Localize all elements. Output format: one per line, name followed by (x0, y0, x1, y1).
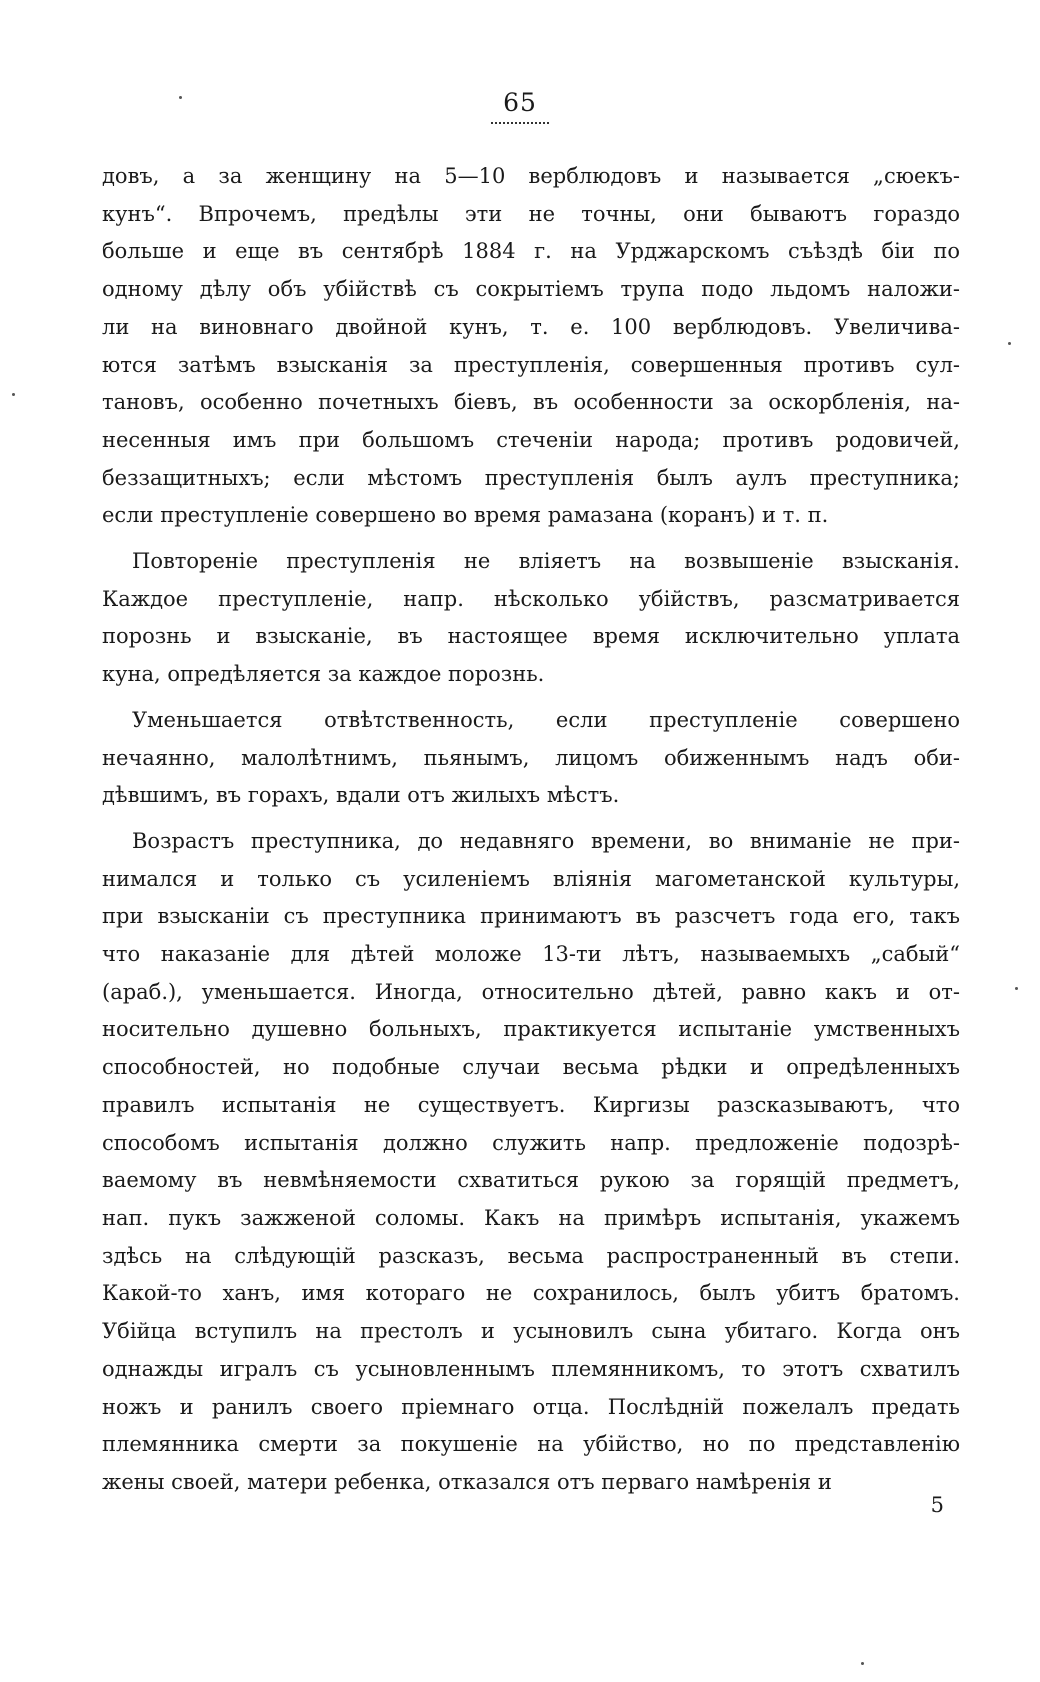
text-line: при взысканіи съ преступника принимаютъ въ разсчетъ года его, такъ (102, 904, 960, 929)
body-text (102, 158, 960, 1502)
text-line: Убійца вступилъ на престолъ и усыновилъ сына убитаго. Когда онъ (102, 1319, 960, 1344)
paragraph-gap (102, 535, 960, 543)
text-line: способностей, но подобные случаи весьма рѣдки и опредѣленныхъ (102, 1055, 960, 1080)
scan-speck (1015, 987, 1018, 990)
text-line: порознь и взысканіе, въ настоящее время исключительно уплата (102, 624, 960, 649)
page-number: 65 (491, 88, 549, 124)
text-line: Какой-то ханъ, имя котораго не сохранилось, былъ убитъ братомъ. (102, 1281, 960, 1306)
paragraph (102, 535, 960, 694)
text-line: носительно душевно больныхъ, практикуется испытаніе умственныхъ (102, 1017, 960, 1042)
text-line: правилъ испытанія не существуетъ. Киргизы разсказываютъ, что (102, 1092, 960, 1117)
paragraph-gap (102, 815, 960, 823)
text-line: (араб.), уменьшается. Иногда, относительно дѣтей, равно какъ и от- (102, 979, 960, 1004)
text-line: Повтореніе преступленія не вліяетъ на возвышеніе взысканія. (132, 549, 960, 574)
text-line: если преступленіе совершено во время рамазана (коранъ) и т. п. (102, 503, 829, 528)
paragraph (102, 158, 960, 535)
text-line: что наказаніе для дѣтей моложе 13-ти лѣтъ, называемыхъ „сабый“ (102, 942, 960, 967)
text-line: способомъ испытанія должно служить напр. предложеніе подозрѣ- (102, 1130, 960, 1155)
text-line: Возрастъ преступника, до недавняго времени, во вниманіе не при- (132, 828, 960, 853)
paragraph-gap (102, 694, 960, 702)
text-line: кунъ“. Впрочемъ, предѣлы эти не точны, они бываютъ гораздо (102, 201, 960, 226)
page-header (0, 88, 1040, 124)
text-line: нечаянно, малолѣтнимъ, пьянымъ, лицомъ обиженнымъ надъ оби- (102, 745, 960, 770)
signature-mark: 5 (930, 1493, 944, 1517)
scan-speck (861, 1662, 864, 1665)
text-line: ваемому въ невмѣняемости схватиться рукою за горящій предметъ, (102, 1168, 960, 1193)
paragraph (102, 694, 960, 815)
paragraph (102, 815, 960, 1502)
text-line: здѣсь на слѣдующій разсказъ, весьма распространенный въ степи. (102, 1243, 960, 1268)
text-line: ли на виновнаго двойной кунъ, т. е. 100 верблюдовъ. Увеличива- (102, 314, 960, 339)
text-line: ножъ и ранилъ своего пріемнаго отца. Послѣдній пожелалъ предать (102, 1394, 960, 1419)
text-line: тановъ, особенно почетныхъ біевъ, въ особенности за оскорбленія, на- (102, 390, 960, 415)
text-line: однажды игралъ съ усыновленнымъ племянникомъ, то этотъ схватилъ (102, 1356, 960, 1381)
text-line: жены своей, матери ребенка, отказался отъ перваго намѣренія и (102, 1469, 832, 1494)
text-line: больше и еще въ сентябрѣ 1884 г. на Урджарскомъ съѣздѣ біи по (102, 239, 960, 264)
scan-speck (1008, 342, 1011, 345)
text-line: ются затѣмъ взысканія за преступленія, совершенныя противъ сул- (102, 352, 960, 377)
text-line: Каждое преступленіе, напр. нѣсколько убійствъ, разсматривается (102, 586, 960, 611)
text-line: племянника смерти за покушеніе на убійство, но по представленію (102, 1432, 960, 1457)
text-line: дѣвшимъ, въ горахъ, вдали отъ жилыхъ мѣстъ. (102, 783, 620, 808)
scan-speck (12, 393, 15, 396)
text-line: довъ, а за женщину на 5—10 верблюдовъ и называется „сюекъ- (102, 164, 960, 188)
text-line: беззащитныхъ; если мѣстомъ преступленія былъ аулъ преступника; (102, 465, 960, 490)
text-line: нап. пукъ зажженой соломы. Какъ на примѣръ испытанія, укажемъ (102, 1205, 960, 1230)
text-line: нимался и только съ усиленіемъ вліянія магометанской культуры, (102, 866, 960, 891)
text-line: одному дѣлу объ убійствѣ съ сокрытіемъ трупа подо льдомъ наложи- (102, 277, 960, 302)
scan-speck (179, 96, 182, 99)
text-line: куна, опредѣляется за каждое порознь. (102, 662, 545, 687)
text-line: несенныя имъ при большомъ стеченіи народа; противъ родовичей, (102, 427, 960, 452)
text-line: Уменьшается отвѣтственность, если преступленіе совершено (132, 707, 960, 732)
